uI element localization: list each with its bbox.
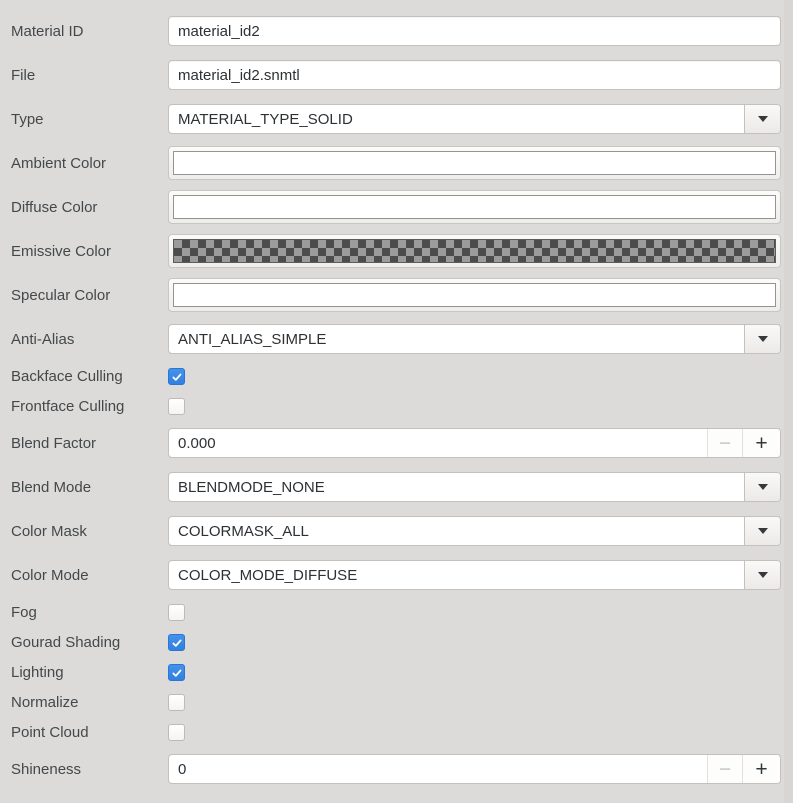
diffuse-color-swatch xyxy=(173,195,776,219)
row-color-mode xyxy=(0,560,793,590)
row-shineness xyxy=(0,754,793,784)
row-material-id xyxy=(0,16,793,46)
frontface-culling-checkbox[interactable] xyxy=(168,398,185,415)
row-ambient-color xyxy=(0,146,793,180)
material-id-input[interactable] xyxy=(168,16,781,46)
specular-color-button[interactable] xyxy=(168,278,781,312)
row-color-mask xyxy=(0,516,793,546)
anti-alias-label: Anti-Alias xyxy=(11,330,75,348)
gourad-shading-label: Gourad Shading xyxy=(11,634,121,651)
point-cloud-checkbox[interactable] xyxy=(168,724,185,741)
blend-factor-spinbutton xyxy=(168,428,781,458)
type-dropdown-button[interactable] xyxy=(744,105,780,133)
color-mode-label: Color Mode xyxy=(11,566,89,584)
fog-checkbox[interactable] xyxy=(168,604,185,621)
ambient-color-swatch xyxy=(173,151,776,175)
row-gourad-shading xyxy=(0,634,793,651)
row-fog xyxy=(0,604,793,621)
fog-label: Fog xyxy=(11,604,37,621)
color-mode-dropdown-value: COLOR_MODE_DIFFUSE xyxy=(178,566,358,584)
shineness-spinbutton xyxy=(168,754,781,784)
row-emissive-color xyxy=(0,234,793,268)
blend-factor-label: Blend Factor xyxy=(11,434,97,452)
minus-icon[interactable]: − xyxy=(707,755,742,783)
specular-color-swatch xyxy=(173,283,776,307)
emissive-color-button[interactable] xyxy=(168,234,781,268)
minus-icon[interactable]: − xyxy=(707,429,742,457)
lighting-checkbox[interactable] xyxy=(168,664,185,681)
normalize-label: Normalize xyxy=(11,694,79,711)
backface-culling-label: Backface Culling xyxy=(11,368,123,385)
row-file xyxy=(0,60,793,90)
point-cloud-label: Point Cloud xyxy=(11,724,89,741)
backface-culling-checkbox[interactable] xyxy=(168,368,185,385)
gourad-shading-checkbox[interactable] xyxy=(168,634,185,651)
row-anti-alias xyxy=(0,324,793,354)
color-mask-label: Color Mask xyxy=(11,522,87,540)
chevron-down-icon xyxy=(758,484,768,490)
material-id-label: Material ID xyxy=(11,22,84,40)
blend-factor-input[interactable] xyxy=(169,429,707,457)
blend-mode-dropdown[interactable] xyxy=(168,472,781,502)
blend-mode-dropdown-button[interactable] xyxy=(744,473,780,501)
row-frontface-culling xyxy=(0,398,793,415)
emissive-color-label: Emissive Color xyxy=(11,242,112,260)
normalize-checkbox[interactable] xyxy=(168,694,185,711)
specular-color-label: Specular Color xyxy=(11,286,111,304)
type-dropdown-value: MATERIAL_TYPE_SOLID xyxy=(178,110,353,128)
emissive-color-swatch-transparent xyxy=(173,239,776,263)
anti-alias-dropdown-button[interactable] xyxy=(744,325,780,353)
row-point-cloud xyxy=(0,724,793,741)
file-label: File xyxy=(11,66,36,84)
chevron-down-icon xyxy=(758,528,768,534)
diffuse-color-label: Diffuse Color xyxy=(11,198,98,216)
diffuse-color-button[interactable] xyxy=(168,190,781,224)
row-normalize xyxy=(0,694,793,711)
row-specular-color xyxy=(0,278,793,312)
chevron-down-icon xyxy=(758,336,768,342)
color-mask-dropdown[interactable] xyxy=(168,516,781,546)
row-backface-culling xyxy=(0,368,793,385)
type-dropdown[interactable] xyxy=(168,104,781,134)
plus-icon[interactable]: + xyxy=(742,755,780,783)
blend-mode-label: Blend Mode xyxy=(11,478,92,496)
color-mode-dropdown[interactable] xyxy=(168,560,781,590)
blend-mode-dropdown-value: BLENDMODE_NONE xyxy=(178,478,325,496)
color-mask-dropdown-button[interactable] xyxy=(744,517,780,545)
chevron-down-icon xyxy=(758,572,768,578)
row-blend-mode xyxy=(0,472,793,502)
color-mask-dropdown-value: COLORMASK_ALL xyxy=(178,522,309,540)
file-input[interactable] xyxy=(168,60,781,90)
row-diffuse-color xyxy=(0,190,793,224)
check-icon xyxy=(171,667,183,679)
type-label: Type xyxy=(11,110,44,128)
shineness-input[interactable] xyxy=(169,755,707,783)
ambient-color-button[interactable] xyxy=(168,146,781,180)
lighting-label: Lighting xyxy=(11,664,64,681)
check-icon xyxy=(171,637,183,649)
ambient-color-label: Ambient Color xyxy=(11,154,107,172)
row-lighting xyxy=(0,664,793,681)
chevron-down-icon xyxy=(758,116,768,122)
frontface-culling-label: Frontface Culling xyxy=(11,398,125,415)
row-blend-factor xyxy=(0,428,793,458)
color-mode-dropdown-button[interactable] xyxy=(744,561,780,589)
anti-alias-dropdown[interactable] xyxy=(168,324,781,354)
row-type xyxy=(0,104,793,134)
plus-icon[interactable]: + xyxy=(742,429,780,457)
check-icon xyxy=(171,371,183,383)
anti-alias-dropdown-value: ANTI_ALIAS_SIMPLE xyxy=(178,330,327,348)
shineness-label: Shineness xyxy=(11,760,82,778)
